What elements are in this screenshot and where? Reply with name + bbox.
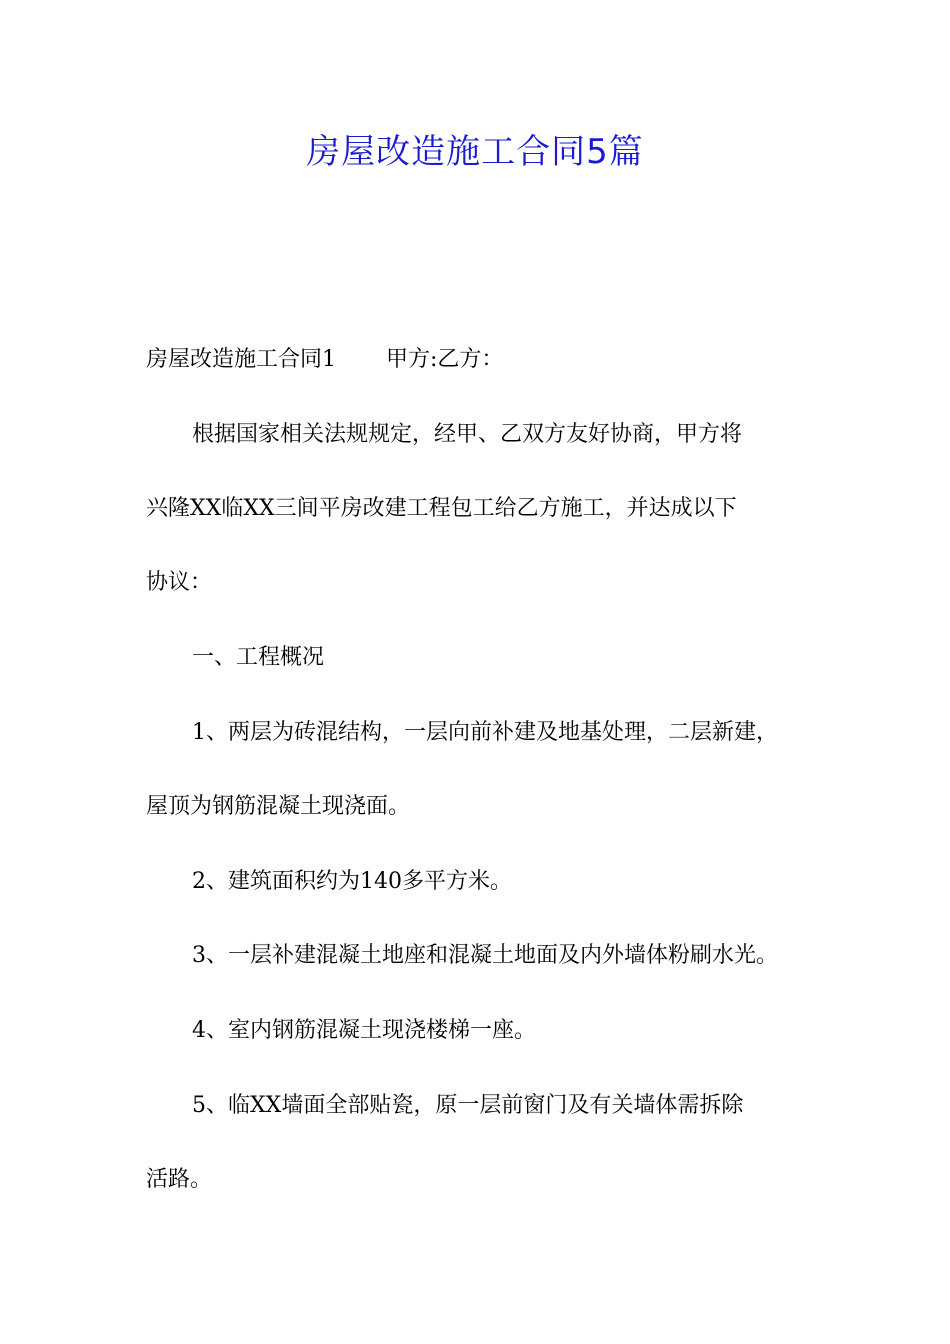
contract-header: [146, 344, 826, 376]
document-title: 房屋改造施工合同5篇: [306, 132, 644, 172]
paragraph-line: 5、临XX墙面全部贴瓷，原一层前窗门及有关墙体需拆除: [192, 1093, 744, 1118]
paragraph-line: 1、两层为砖混结构，一层向前补建及地基处理，二层新建，: [192, 720, 778, 745]
contract-parties: 甲方:乙方：: [386, 347, 504, 372]
paragraph-line: 4、室内钢筋混凝土现浇楼梯一座。: [192, 1018, 536, 1043]
paragraph-line: 兴隆XX临XX三间平房改建工程包工给乙方施工，并达成以下: [146, 496, 737, 521]
paragraph-line: 协议：: [146, 570, 213, 595]
section-heading: 一、工程概况: [192, 645, 325, 670]
contract-name: 房屋改造施工合同1: [146, 347, 336, 372]
paragraph-line: 3、一层补建混凝土地座和混凝土地面及内外墙体粉刷水光。: [192, 943, 778, 968]
paragraph-line: 根据国家相关法规规定，经甲、乙双方友好协商，甲方将: [192, 422, 743, 447]
paragraph-line: 屋顶为钢筋混凝土现浇面。: [146, 794, 411, 819]
paragraph-line: 2、建筑面积约为140多平方米。: [192, 869, 512, 894]
paragraph-line: 活路。: [146, 1167, 213, 1192]
